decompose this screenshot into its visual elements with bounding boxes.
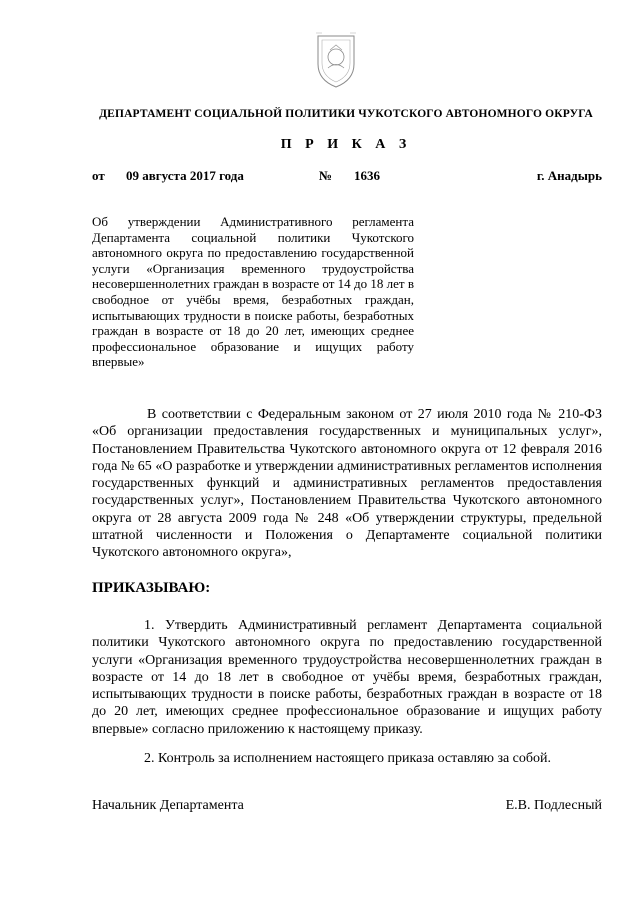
order-item-2: 2. Контроль за исполнением настоящего приказа оставляю за собой. [144, 751, 552, 766]
order-city: г. Анадырь [536, 168, 602, 183]
signatory-position: Начальник Департамента [92, 798, 244, 813]
order-date: 09 августа 2017 года [126, 168, 244, 183]
preamble-paragraph: В соответствии с Федеральным законом от 27 июля 2010 года № 210-ФЗ «Об организации предоставления государственных и муниципальных услуг», Постановлением Правительства Чукотского автономного округа от 12 февраля 2016 года № 65 «О разработке и утверждении административных регламентов исполнения государственных функций и административных регламентов предоставления государственных услуг», Постановлением Правительства Чукотского автономного округа от 28 августа 2009 года № 248 «Об утверждении структуры, предельной штатной численности и Положения о Департаменте социальной политики Чукотского автономного округа», [92, 407, 602, 561]
number-label: № [319, 168, 333, 183]
from-label: от [92, 168, 105, 183]
signatory-name: Е.В. Подлесный [505, 798, 602, 813]
document-title: П Р И К А З [280, 137, 412, 152]
order-subject: Об утверждении Административного регламента Департамента социальной политики Чукотского автономного округа по предоставлению государственной услуги «Организация временного трудоустройства несовершеннолетних граждан в возрасте от 14 до 18 лет в свободное от учёбы время, безработных граждан, испытывающих трудности в поиске работы, безработных граждан в возрасте от 18 до 20 лет, имеющих среднее профессиональное образование и ищущих работу впервые» [92, 214, 414, 370]
order-word: ПРИКАЗЫВАЮ: [92, 580, 211, 596]
order-number: 1636 [354, 168, 380, 183]
order-meta [92, 168, 602, 186]
coat-of-arms-emblem [312, 30, 360, 90]
department-name: ДЕПАРТАМЕНТ СОЦИАЛЬНОЙ ПОЛИТИКИ ЧУКОТСКОГО АВТОНОМНОГО ОКРУГА [99, 108, 593, 120]
order-item-1: 1. Утвердить Административный регламент Департамента социальной политики Чукотского автономного округа по предоставлению государственной услуги «Организация временного трудоустройства несовершеннолетних граждан в возрасте от 14 до 18 лет в свободное от учёбы время, безработных граждан, испытывающих трудности в поиске работы, безработных граждан в возрасте от 18 до 20 лет, имеющих среднее профессиональное образование и ищущих работу впервые» согласно приложению к настоящему приказу. [92, 618, 602, 737]
